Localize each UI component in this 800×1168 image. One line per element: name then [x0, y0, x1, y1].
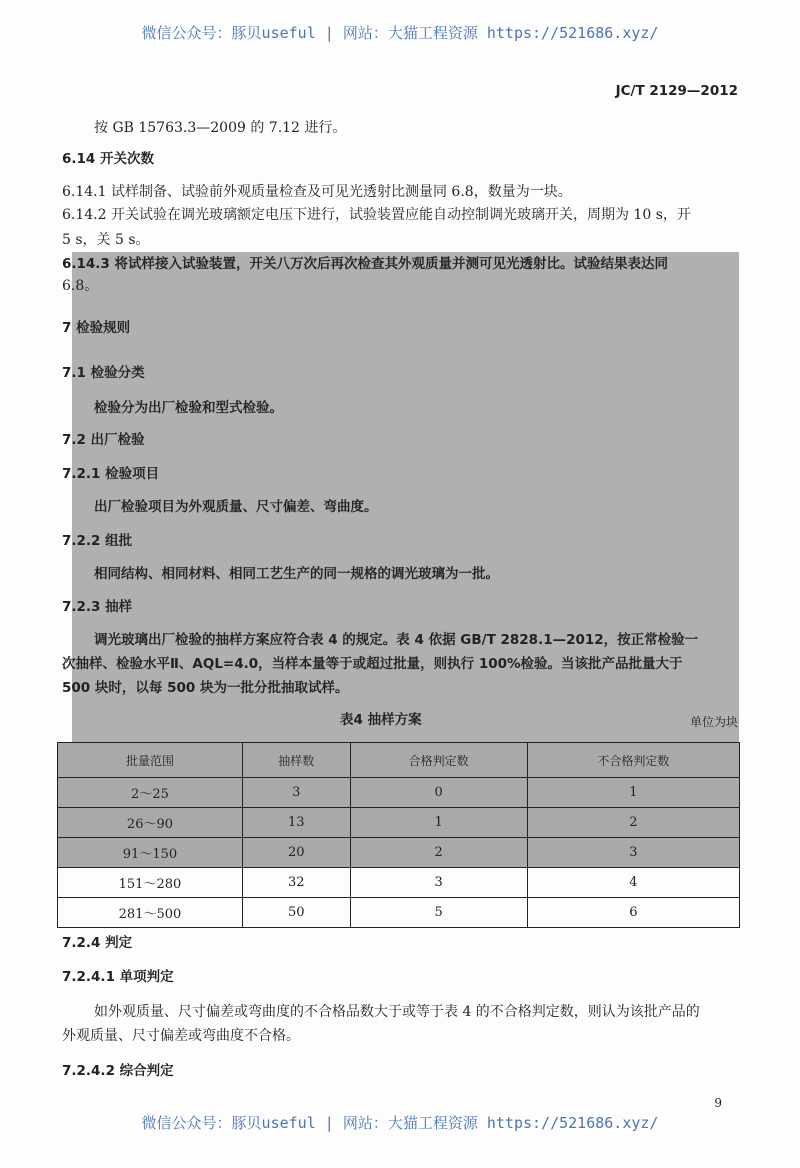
cell: 5: [350, 898, 527, 928]
cell: 2: [350, 838, 527, 868]
cell: 6: [527, 898, 739, 928]
text-line: 6.14.1 试样制备、试验前外观质量检查及可见光透射比测量同 6.8，数量为一块。: [62, 184, 572, 200]
heading: 7 检验规则: [62, 320, 131, 336]
table-row: [58, 868, 740, 898]
heading: 7.2.1 检验项目: [62, 466, 160, 482]
cell: 32: [242, 868, 350, 898]
text-line: 500 块时，以每 500 块为一批分批抽取试样。: [62, 680, 349, 696]
cell: 1: [527, 778, 739, 808]
table-row: [58, 838, 740, 868]
cell: 50: [242, 898, 350, 928]
cell: 0: [350, 778, 527, 808]
table-unit: 单位为块: [689, 715, 738, 729]
table-title: 表4 抽样方案: [340, 712, 422, 728]
cell: 13: [242, 808, 350, 838]
cell: 4: [527, 868, 739, 898]
cell: 2: [527, 808, 739, 838]
text-line: 6.14.2 开关试验在调光玻璃额定电压下进行，试验装置应能自动控制调光玻璃开关，周期为 10 s，开: [62, 207, 691, 223]
doc-code: JC/T 2129—2012: [615, 83, 738, 99]
heading: 7.2 出厂检验: [62, 432, 145, 448]
heading: 6.14 开关次数: [62, 151, 155, 167]
cell: 1: [350, 808, 527, 838]
heading: 7.2.4 判定: [62, 935, 133, 951]
cell: 20: [242, 838, 350, 868]
text-line: 次抽样、检验水平Ⅱ、AQL=4.0，当样本量等于或超过批量，则执行 100%检验。当该批产品批量大于: [62, 656, 683, 672]
cell: 91～150: [58, 838, 243, 868]
table-row: [58, 778, 740, 808]
cell: 3: [350, 868, 527, 898]
text-line: 调光玻璃出厂检验的抽样方案应符合表 4 的规定。表 4 依据 GB/T 2828.1—2012，按正常检验一: [94, 632, 699, 648]
page-number: 9: [714, 1096, 722, 1110]
text-line: 检验分为出厂检验和型式检验。: [94, 400, 283, 416]
heading: 7.2.2 组批: [62, 533, 133, 549]
table-header: 批量范围: [58, 743, 243, 778]
heading: 7.1 检验分类: [62, 365, 145, 381]
heading: 7.2.4.1 单项判定: [62, 969, 174, 985]
table-header: 合格判定数: [350, 743, 527, 778]
table-row: [58, 898, 740, 928]
cell: 3: [527, 838, 739, 868]
text-line: 如外观质量、尺寸偏差或弯曲度的不合格品数大于或等于表 4 的不合格判定数，则认为该批产品的: [94, 1004, 700, 1020]
table-header: 不合格判定数: [527, 743, 739, 778]
watermark-top: 微信公众号：豚贝useful | 网站：大猫工程资源 https://521686.xyz/: [141, 24, 659, 42]
text-line: 出厂检验项目为外观质量、尺寸偏差、弯曲度。: [94, 499, 378, 515]
table-header: 抽样数: [242, 743, 350, 778]
cell: 26～90: [58, 808, 243, 838]
cell: 151～280: [58, 868, 243, 898]
text-line: 5 s，关 5 s。: [62, 232, 150, 248]
table-row: [58, 808, 740, 838]
sampling-table: [57, 742, 740, 928]
text-line: 相同结构、相同材料、相同工艺生产的同一规格的调光玻璃为一批。: [94, 566, 499, 582]
text-line: 6.8。: [62, 278, 99, 294]
cell: 3: [242, 778, 350, 808]
text-line: 按 GB 15763.3—2009 的 7.12 进行。: [94, 120, 347, 136]
heading: 7.2.4.2 综合判定: [62, 1063, 174, 1079]
text-line: 6.14.3 将试样接入试验装置，开关八万次后再次检查其外观质量并测可见光透射比。试验结果表达同: [62, 256, 669, 272]
watermark-bottom: 微信公众号：豚贝useful | 网站：大猫工程资源 https://521686.xyz/: [141, 1114, 659, 1132]
cell: 281～500: [58, 898, 243, 928]
cell: 2～25: [58, 778, 243, 808]
heading: 7.2.3 抽样: [62, 599, 133, 615]
text-line: 外观质量、尺寸偏差或弯曲度不合格。: [62, 1028, 300, 1044]
